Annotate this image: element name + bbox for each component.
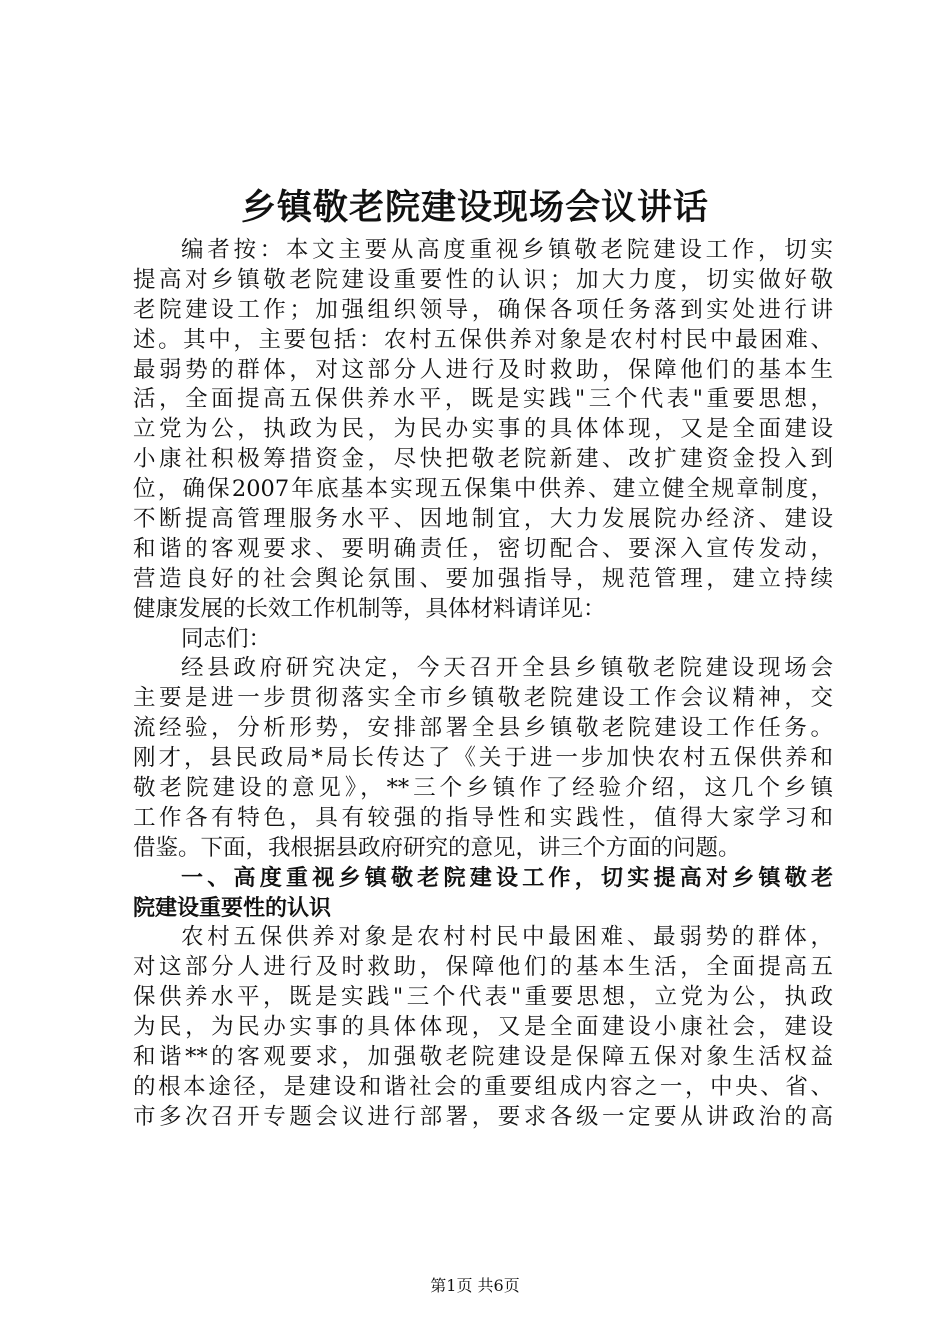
- body-text-line: 敬老院建设的意见》，**三个乡镇作了经验介绍，这几个乡镇: [133, 775, 833, 802]
- body-text-line: 经县政府研究决定，今天召开全县乡镇敬老院建设现场会: [181, 655, 833, 682]
- document-body: [133, 236, 833, 1133]
- body-text-line: 编者按：本文主要从高度重视乡镇敬老院建设工作，切实: [181, 237, 833, 263]
- document-title: 乡镇敬老院建设现场会议讲话: [240, 188, 709, 228]
- body-text-line: 农村五保供养对象是农村村民中最困难、最弱势的群体，: [181, 924, 833, 951]
- body-text-line: 为民，为民办实事的具体体现，又是全面建设小康社会，建设: [133, 1014, 833, 1041]
- page-footer: 第1页 共6页: [430, 1276, 520, 1295]
- body-text-line: 同志们：: [181, 625, 272, 652]
- body-text-line: 位，确保2007年底基本实现五保集中供养、建立健全规章制度，: [133, 476, 833, 503]
- body-text-line: 和谐的客观要求、要明确责任，密切配合、要深入宣传发动，: [133, 535, 833, 562]
- body-text-line: 主要是进一步贯彻落实全市乡镇敬老院建设工作会议精神，交: [133, 685, 833, 712]
- body-text-line: 市多次召开专题会议进行部署，要求各级一定要从讲政治的高: [133, 1103, 833, 1130]
- body-text-line: 对这部分人进行及时救助，保障他们的基本生活，全面提高五: [133, 954, 833, 981]
- body-text-line: 不断提高管理服务水平、因地制宜，大力发展院办经济、建设: [133, 506, 833, 533]
- body-text-line: 和谐**的客观要求，加强敬老院建设是保障五保对象生活权益: [133, 1044, 833, 1071]
- body-text-line: 述。其中，主要包括：农村五保供养对象是农村村民中最困难、: [133, 326, 833, 353]
- body-text-line: 流经验，分析形势，安排部署全县乡镇敬老院建设工作任务。: [133, 715, 833, 742]
- body-text-line: 的根本途径，是建设和谐社会的重要组成内容之一，中央、省、: [133, 1073, 833, 1100]
- body-text-line: 刚才，县民政局*局长传达了《关于进一步加快农村五保供养和: [133, 745, 833, 772]
- body-text-line: 立党为公，执政为民，为民办实事的具体体现，又是全面建设: [133, 416, 833, 443]
- body-text-line: 借鉴。下面，我根据县政府研究的意见，讲三个方面的问题。: [133, 834, 741, 861]
- body-text-line: 小康社积极筹措资金，尽快把敬老院新建、改扩建资金投入到: [133, 446, 833, 473]
- body-text-line: 保供养水平，既是实践"三个代表"重要思想，立党为公，执政: [133, 984, 833, 1011]
- body-text-line: 老院建设工作；加强组织领导，确保各项任务落到实处进行讲: [133, 296, 833, 323]
- section-heading-line: 一、高度重视乡镇敬老院建设工作，切实提高对乡镇敬老: [181, 865, 833, 891]
- body-text-line: 健康发展的长效工作机制等，具体材料请详见：: [133, 595, 606, 622]
- section-heading-line: 院建设重要性的认识: [133, 895, 332, 921]
- body-text-line: 最弱势的群体，对这部分人进行及时救助，保障他们的基本生: [133, 356, 833, 383]
- body-text-line: 活，全面提高五保供养水平，既是实践"三个代表"重要思想，: [133, 386, 833, 413]
- body-text-line: 工作各有特色，具有较强的指导性和实践性，值得大家学习和: [133, 804, 833, 831]
- body-text-line: 营造良好的社会舆论氛围、要加强指导，规范管理，建立持续: [133, 565, 833, 592]
- body-text-line: 提高对乡镇敬老院建设重要性的认识；加大力度，切实做好敬: [133, 266, 833, 293]
